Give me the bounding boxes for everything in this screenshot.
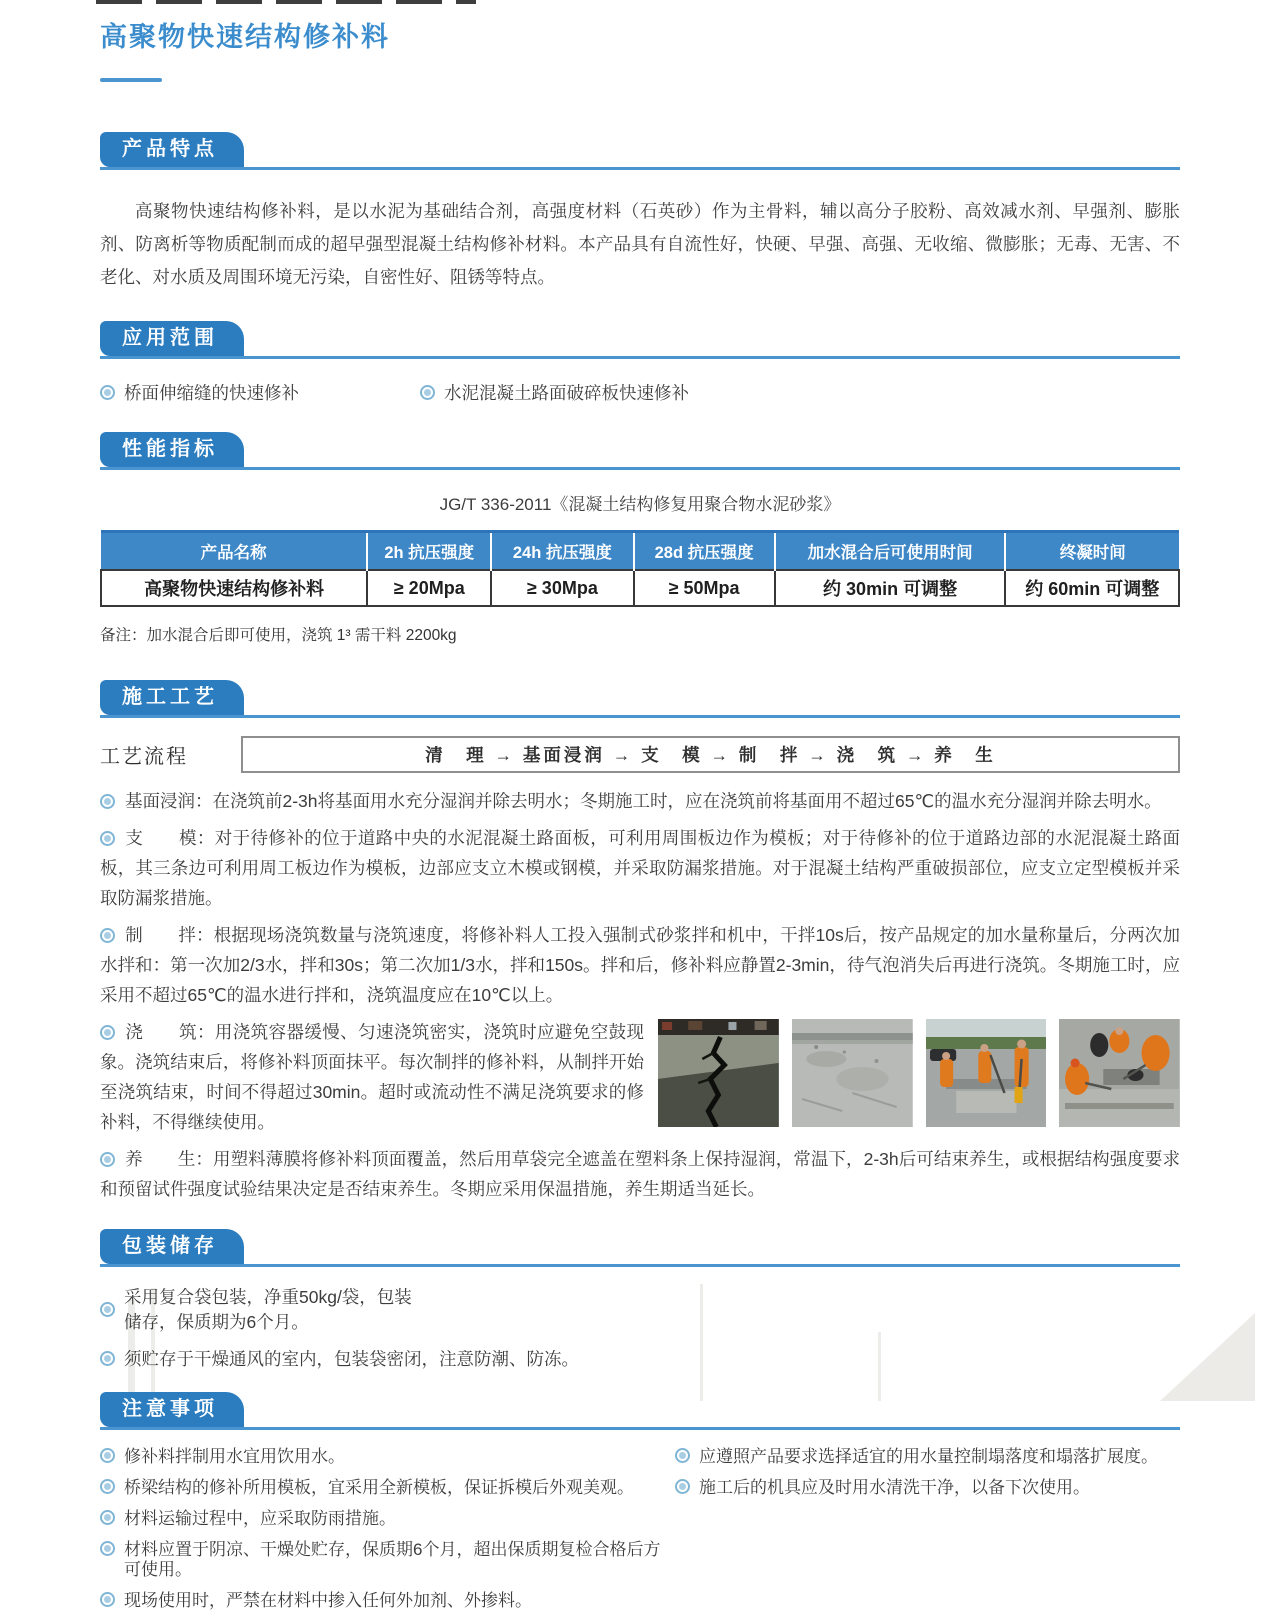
site-photo-strip	[658, 1019, 1180, 1127]
list-item	[100, 1478, 675, 1498]
performance-table	[100, 530, 1180, 607]
list-item	[100, 1447, 675, 1467]
section-header-notes	[100, 1392, 1180, 1430]
process-step	[100, 920, 1180, 1010]
table-footnote: 备注：加水混合后即可使用，浇筑 1³ 需干料 2200kg	[100, 627, 457, 644]
section-tab-notes: 注意事项	[100, 1392, 244, 1427]
process-step	[100, 786, 1180, 816]
double-circle-bullet-icon	[100, 794, 115, 809]
section-header-features	[100, 132, 1180, 170]
table-header-cell: 24h 抗压强度	[491, 532, 633, 571]
table-header-cell: 28d 抗压强度	[634, 532, 775, 571]
process-step-text: 基面浸润：在浇筑前2-3h将基面用水充分湿润并除去明水；冬期施工时，应在浇筑前将基面用不超过65℃的温水充分湿润并除去明水。	[125, 791, 1162, 811]
table-cell: 高聚物快速结构修补料	[101, 570, 367, 606]
process-step-text: 浇 筑：用浇筑容器缓慢、匀速浇筑密实，浇筑时应避免空鼓现象。浇筑结束后，将修补料顶面抹平。每次制拌的修补料，从制拌开始至浇筑结束，时间不得超过30min。超时或流动性不满足浇筑要求的修补料，不得继续使用。	[100, 1022, 644, 1132]
double-circle-bullet-icon	[675, 1479, 690, 1494]
section-tab-process: 施工工艺	[100, 680, 244, 715]
table-header-row	[101, 532, 1179, 571]
double-circle-bullet-icon	[100, 1479, 115, 1494]
double-circle-bullet-icon	[100, 1025, 115, 1040]
section-header-performance	[100, 432, 1180, 470]
section-tab-application: 应用范围	[100, 321, 244, 356]
double-circle-bullet-icon	[100, 1448, 115, 1463]
list-item	[100, 1591, 675, 1611]
table-cell: ≥ 20Mpa	[367, 570, 491, 606]
table-header-cell: 2h 抗压强度	[367, 532, 491, 571]
road-repair-workers-photo	[926, 1019, 1047, 1127]
table-cell: 约 60min 可调整	[1005, 570, 1179, 606]
table-header-cell: 产品名称	[101, 532, 367, 571]
storage-item-label: 须贮存于干燥通风的室内，包装袋密闭，注意防潮、防冻。	[124, 1349, 579, 1369]
double-circle-bullet-icon	[100, 1302, 115, 1317]
process-steps	[100, 786, 1180, 1204]
application-item-label: 水泥混凝土路面破碎板快速修补	[444, 383, 689, 403]
table-header-cell: 终凝时间	[1005, 532, 1179, 571]
list-item	[100, 380, 420, 405]
storage-items	[100, 1284, 1180, 1371]
list-item	[675, 1447, 1180, 1467]
double-circle-bullet-icon	[100, 1541, 115, 1556]
table-cell: ≥ 50Mpa	[634, 570, 775, 606]
process-step-text: 支 模：对于待修补的位于道路中央的水泥混凝土路面板，可利用周围板边作为模板；对于待修补的位于道路边部的水泥混凝土路面板，其三条边可利用周工板边作为模板，边部应支立木模或钢模，并采取防漏浆措施。对于混凝土结构严重破损部位，应支立定型模板并采取防漏浆措施。	[100, 828, 1180, 908]
application-item-label: 桥面伸缩缝的快速修补	[124, 383, 299, 403]
features-paragraph: 高聚物快速结构修补料，是以水泥为基础结合剂，高强度材料（石英砂）作为主骨料，辅以高分子胶粉、高效减水剂、早强剂、膨胀剂、防离析等物质配制而成的超早强型混凝土结构修补材料。本产品具有自流性好，快硬、早强、高强、无收缩、微膨胀；无毒、无害、不老化、对水质及周围环境无污染，自密性好、阻锈等特点。	[100, 201, 1180, 287]
note-item-label: 材料运输过程中，应采取防雨措施。	[124, 1509, 396, 1528]
process-flow-row	[100, 736, 1180, 773]
note-item-label: 应遵照产品要求选择适宜的用水量控制塌落度和塌落扩展度。	[699, 1447, 1158, 1466]
standard-reference: JG/T 336-2011《混凝土结构修复用聚合物水泥砂浆》	[439, 495, 841, 514]
process-step-text: 制 拌：根据现场浇筑数量与浇筑速度，将修补料人工投入强制式砂浆拌和机中，干拌10s后，按产品规定的加水量称量后，分两次加水拌和：第一次加2/3水，拌和30s；第二次加1/3水，拌和150s。拌和后，修补料应静置2-3min，待气泡消失后再进行浇筑。冬期施工时，应采用不超过65℃的温水进行拌和，浇筑温度应在10℃以上。	[100, 925, 1180, 1005]
note-item-label: 现场使用时，严禁在材料中掺入任何外加剂、外掺料。	[124, 1591, 532, 1610]
table-row	[101, 570, 1179, 606]
process-step-text: 养 生：用塑料薄膜将修补料顶面覆盖，然后用草袋完全遮盖在塑料条上保持湿润，常温下，2-3h后可结束养生，或根据结构强度要求和预留试件强度试验结果决定是否结束养生。冬期应采用保温措施，养生期适当延长。	[100, 1149, 1180, 1199]
process-flow-label: 工艺流程	[100, 746, 188, 768]
double-circle-bullet-icon	[100, 1510, 115, 1525]
application-items	[100, 380, 1180, 405]
list-item	[100, 1346, 1180, 1371]
double-circle-bullet-icon	[100, 1152, 115, 1167]
process-step	[100, 823, 1180, 913]
process-step	[100, 1144, 1180, 1204]
list-item	[100, 1509, 675, 1529]
double-circle-bullet-icon	[420, 385, 435, 400]
list-item	[675, 1478, 1180, 1498]
cracked-pavement-photo	[658, 1019, 779, 1127]
double-circle-bullet-icon	[675, 1448, 690, 1463]
section-tab-features: 产品特点	[100, 132, 244, 167]
notes-right-column	[675, 1447, 1180, 1622]
list-item	[420, 380, 689, 405]
note-item-label: 修补料拌制用水宜用饮用水。	[124, 1447, 345, 1466]
table-header-cell: 加水混合后可使用时间	[775, 532, 1006, 571]
table-cell: ≥ 30Mpa	[491, 570, 633, 606]
double-circle-bullet-icon	[100, 385, 115, 400]
notes-columns	[100, 1447, 1180, 1622]
section-tab-performance: 性能指标	[100, 432, 244, 467]
double-circle-bullet-icon	[100, 1592, 115, 1607]
note-item-label: 材料应置于阴凉、干燥处贮存，保质期6个月，超出保质期复检合格后方可使用。	[124, 1540, 661, 1579]
title-underline	[100, 78, 162, 82]
table-cell: 约 30min 可调整	[775, 570, 1006, 606]
note-item-label: 施工后的机具应及时用水清洗干净，以备下次使用。	[699, 1478, 1090, 1497]
damaged-concrete-slab-photo	[792, 1019, 913, 1127]
list-item	[100, 1540, 675, 1580]
double-circle-bullet-icon	[100, 928, 115, 943]
section-header-storage	[100, 1229, 1180, 1267]
double-circle-bullet-icon	[100, 1351, 115, 1366]
section-header-application	[100, 321, 1180, 359]
concrete-repair-workers-photo	[1059, 1019, 1180, 1127]
double-circle-bullet-icon	[100, 831, 115, 846]
page-title: 高聚物快速结构修补料	[100, 22, 390, 52]
process-flow-diagram: 清 理 → 基面浸润 → 支 模 → 制 拌 → 浇 筑 → 养 生	[241, 736, 1180, 773]
section-tab-storage: 包装储存	[100, 1229, 244, 1264]
storage-item-label: 采用复合袋包装，净重50kg/袋，包装储存，保质期为6个月。	[124, 1287, 412, 1332]
list-item	[100, 1284, 420, 1334]
section-header-process	[100, 680, 1180, 718]
notes-left-column	[100, 1447, 675, 1622]
note-item-label: 桥梁结构的修补所用模板，宜采用全新模板，保证拆模后外观美观。	[124, 1478, 634, 1497]
